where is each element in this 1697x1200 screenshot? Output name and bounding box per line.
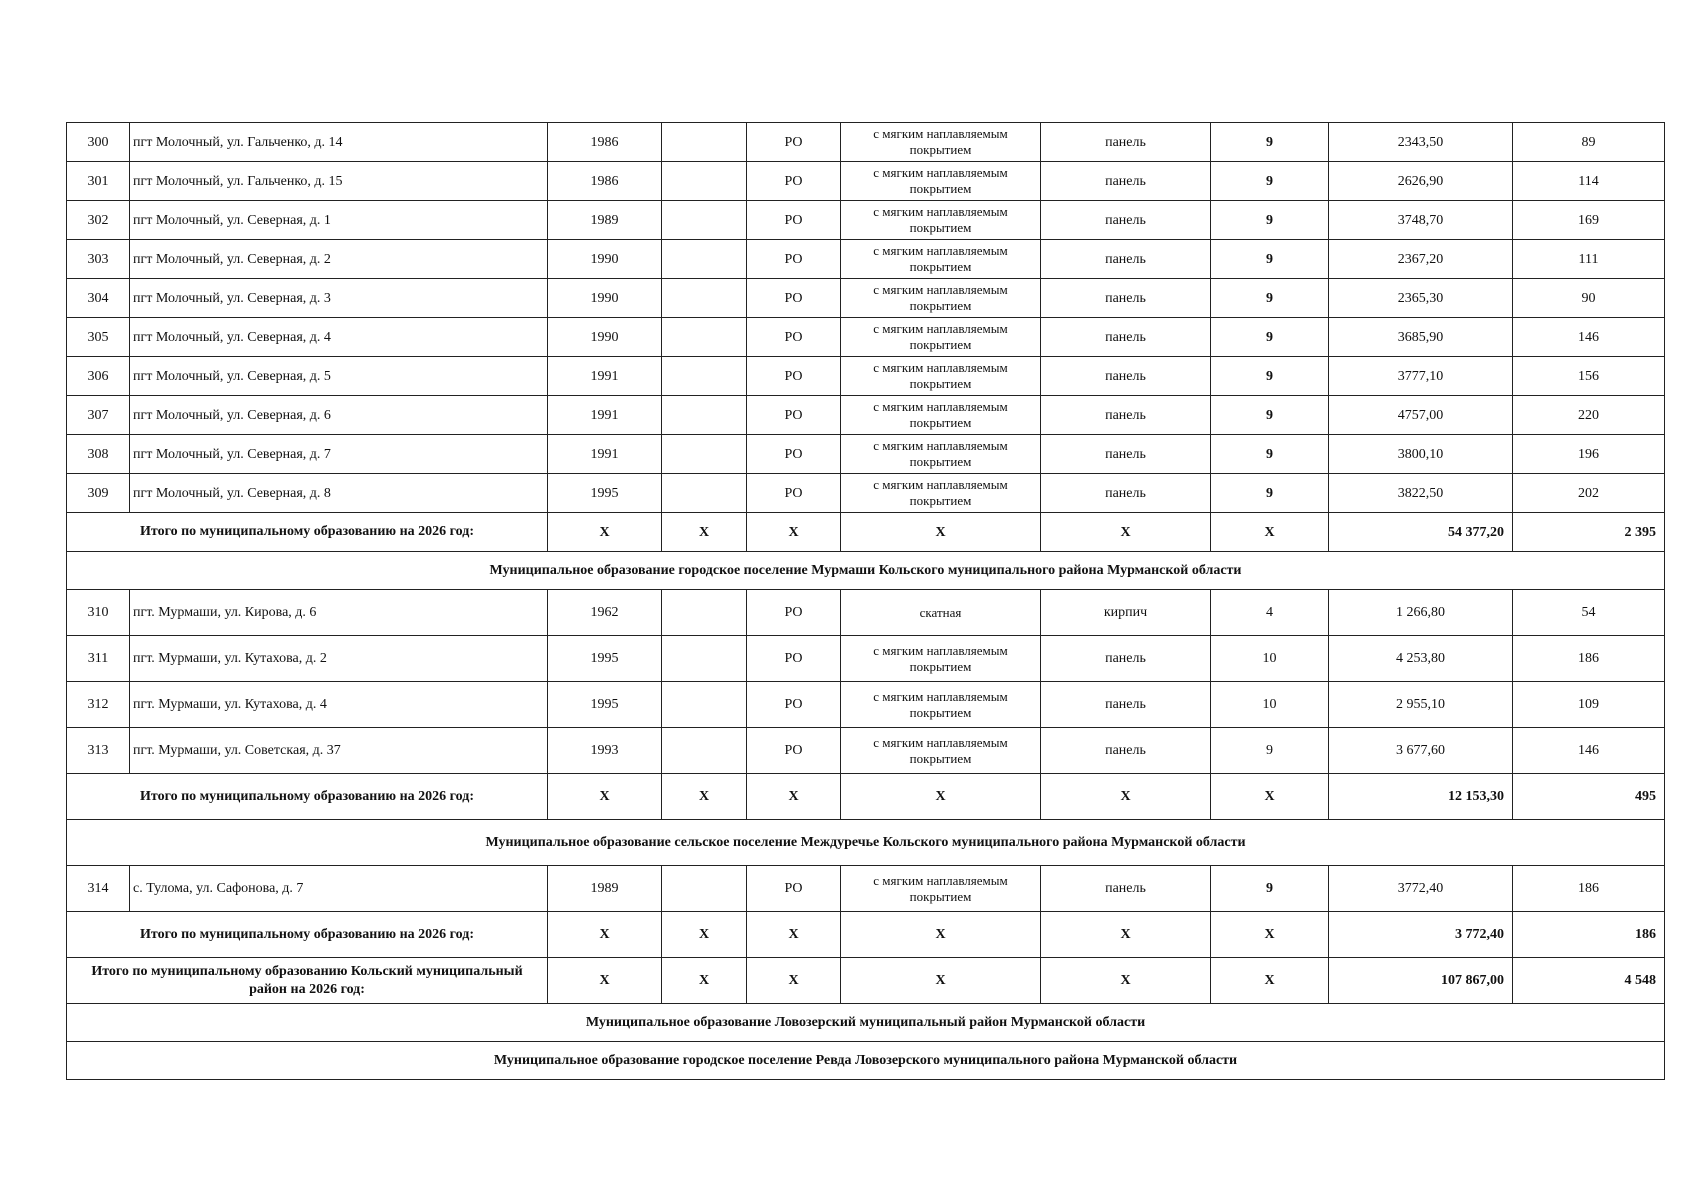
- x-cell: X: [1211, 774, 1329, 820]
- section-header-row: [67, 552, 1665, 590]
- type-cell: РО: [747, 318, 841, 357]
- residents-cell: 156: [1513, 357, 1665, 396]
- row-number: 305: [67, 318, 130, 357]
- section-header-row: [67, 1042, 1665, 1080]
- table-row: [67, 636, 1665, 682]
- floors-cell: 9: [1211, 240, 1329, 279]
- section-title: Муниципальное образование Ловозерский муниципальный район Мурманской области: [67, 1004, 1665, 1042]
- build-year-cell: 1990: [548, 279, 662, 318]
- type-cell: РО: [747, 123, 841, 162]
- wall-material-cell: панель: [1041, 162, 1211, 201]
- address-cell: пгт Молочный, ул. Северная, д. 2: [130, 240, 548, 279]
- total-area-cell: 54 377,20: [1329, 513, 1513, 552]
- extra-cell: [662, 162, 747, 201]
- address-cell: пгт Молочный, ул. Гальченко, д. 14: [130, 123, 548, 162]
- floors-cell: 4: [1211, 590, 1329, 636]
- residents-cell: 169: [1513, 201, 1665, 240]
- wall-material-cell: панель: [1041, 396, 1211, 435]
- x-cell: X: [747, 912, 841, 958]
- floors-cell: 10: [1211, 636, 1329, 682]
- row-number: 314: [67, 866, 130, 912]
- section-header-row: [67, 820, 1665, 866]
- roof-cell: с мягким наплавляемым покрытием: [841, 728, 1041, 774]
- table-body: [67, 123, 1665, 1080]
- extra-cell: [662, 318, 747, 357]
- extra-cell: [662, 357, 747, 396]
- type-cell: РО: [747, 357, 841, 396]
- wall-material-cell: панель: [1041, 474, 1211, 513]
- residents-cell: 89: [1513, 123, 1665, 162]
- table-row: [67, 201, 1665, 240]
- area-cell: 3772,40: [1329, 866, 1513, 912]
- residents-cell: 202: [1513, 474, 1665, 513]
- floors-cell: 9: [1211, 357, 1329, 396]
- x-cell: X: [841, 958, 1041, 1004]
- floors-cell: 9: [1211, 866, 1329, 912]
- residents-cell: 114: [1513, 162, 1665, 201]
- total-label: Итого по муниципальному образованию на 2026 год:: [67, 912, 548, 958]
- build-year-cell: 1991: [548, 435, 662, 474]
- address-cell: пгт. Мурмаши, ул. Кирова, д. 6: [130, 590, 548, 636]
- type-cell: РО: [747, 866, 841, 912]
- wall-material-cell: панель: [1041, 682, 1211, 728]
- build-year-cell: 1989: [548, 201, 662, 240]
- floors-cell: 9: [1211, 279, 1329, 318]
- address-cell: пгт Молочный, ул. Северная, д. 5: [130, 357, 548, 396]
- type-cell: РО: [747, 162, 841, 201]
- address-cell: пгт Молочный, ул. Северная, д. 3: [130, 279, 548, 318]
- total-area-cell: 12 153,30: [1329, 774, 1513, 820]
- type-cell: РО: [747, 396, 841, 435]
- roof-cell: с мягким наплавляемым покрытием: [841, 318, 1041, 357]
- row-number: 311: [67, 636, 130, 682]
- area-cell: 3822,50: [1329, 474, 1513, 513]
- area-cell: 3685,90: [1329, 318, 1513, 357]
- row-number: 303: [67, 240, 130, 279]
- row-number: 310: [67, 590, 130, 636]
- x-cell: X: [1211, 513, 1329, 552]
- table-row: [67, 279, 1665, 318]
- section-title: Муниципальное образование городское поселение Мурмаши Кольского муниципального района Мурманской области: [67, 552, 1665, 590]
- table-row: [67, 474, 1665, 513]
- extra-cell: [662, 682, 747, 728]
- floors-cell: 9: [1211, 201, 1329, 240]
- roof-cell: с мягким наплавляемым покрытием: [841, 279, 1041, 318]
- section-title: Муниципальное образование городское поселение Ревда Ловозерского муниципального района Мурманской области: [67, 1042, 1665, 1080]
- extra-cell: [662, 866, 747, 912]
- build-year-cell: 1990: [548, 318, 662, 357]
- table-row: [67, 728, 1665, 774]
- row-number: 302: [67, 201, 130, 240]
- total-residents-cell: 495: [1513, 774, 1665, 820]
- row-number: 304: [67, 279, 130, 318]
- build-year-cell: 1986: [548, 162, 662, 201]
- address-cell: пгт Молочный, ул. Гальченко, д. 15: [130, 162, 548, 201]
- extra-cell: [662, 240, 747, 279]
- roof-cell: с мягким наплавляемым покрытием: [841, 396, 1041, 435]
- total-row: [67, 912, 1665, 958]
- wall-material-cell: панель: [1041, 728, 1211, 774]
- build-year-cell: 1990: [548, 240, 662, 279]
- residents-cell: 186: [1513, 636, 1665, 682]
- address-cell: пгт Молочный, ул. Северная, д. 1: [130, 201, 548, 240]
- area-cell: 3748,70: [1329, 201, 1513, 240]
- wall-material-cell: панель: [1041, 435, 1211, 474]
- floors-cell: 9: [1211, 474, 1329, 513]
- x-cell: X: [548, 912, 662, 958]
- residents-cell: 146: [1513, 728, 1665, 774]
- floors-cell: 9: [1211, 162, 1329, 201]
- type-cell: РО: [747, 240, 841, 279]
- total-row: [67, 774, 1665, 820]
- roof-cell: с мягким наплавляемым покрытием: [841, 201, 1041, 240]
- row-number: 306: [67, 357, 130, 396]
- build-year-cell: 1991: [548, 357, 662, 396]
- residents-cell: 54: [1513, 590, 1665, 636]
- floors-cell: 9: [1211, 435, 1329, 474]
- x-cell: X: [548, 513, 662, 552]
- roof-cell: с мягким наплавляемым покрытием: [841, 474, 1041, 513]
- area-cell: 2343,50: [1329, 123, 1513, 162]
- extra-cell: [662, 590, 747, 636]
- floors-cell: 9: [1211, 318, 1329, 357]
- row-number: 308: [67, 435, 130, 474]
- build-year-cell: 1993: [548, 728, 662, 774]
- wall-material-cell: панель: [1041, 123, 1211, 162]
- type-cell: РО: [747, 435, 841, 474]
- wall-material-cell: кирпич: [1041, 590, 1211, 636]
- table-row: [67, 396, 1665, 435]
- roof-cell: с мягким наплавляемым покрытием: [841, 357, 1041, 396]
- row-number: 309: [67, 474, 130, 513]
- build-year-cell: 1986: [548, 123, 662, 162]
- table-row: [67, 162, 1665, 201]
- extra-cell: [662, 435, 747, 474]
- type-cell: РО: [747, 201, 841, 240]
- build-year-cell: 1995: [548, 474, 662, 513]
- roof-cell: с мягким наплавляемым покрытием: [841, 162, 1041, 201]
- address-cell: пгт Молочный, ул. Северная, д. 8: [130, 474, 548, 513]
- build-year-cell: 1995: [548, 636, 662, 682]
- row-number: 313: [67, 728, 130, 774]
- row-number: 312: [67, 682, 130, 728]
- area-cell: 3777,10: [1329, 357, 1513, 396]
- address-cell: пгт. Мурмаши, ул. Кутахова, д. 4: [130, 682, 548, 728]
- roof-cell: с мягким наплавляемым покрытием: [841, 435, 1041, 474]
- x-cell: X: [1041, 774, 1211, 820]
- x-cell: X: [1041, 912, 1211, 958]
- area-cell: 2626,90: [1329, 162, 1513, 201]
- row-number: 301: [67, 162, 130, 201]
- extra-cell: [662, 728, 747, 774]
- table-row: [67, 240, 1665, 279]
- wall-material-cell: панель: [1041, 866, 1211, 912]
- roof-cell: с мягким наплавляемым покрытием: [841, 240, 1041, 279]
- address-cell: пгт Молочный, ул. Северная, д. 6: [130, 396, 548, 435]
- x-cell: X: [747, 774, 841, 820]
- address-cell: пгт Молочный, ул. Северная, д. 4: [130, 318, 548, 357]
- floors-cell: 9: [1211, 728, 1329, 774]
- type-cell: РО: [747, 728, 841, 774]
- extra-cell: [662, 396, 747, 435]
- wall-material-cell: панель: [1041, 318, 1211, 357]
- build-year-cell: 1991: [548, 396, 662, 435]
- total-residents-cell: 2 395: [1513, 513, 1665, 552]
- residents-cell: 196: [1513, 435, 1665, 474]
- build-year-cell: 1989: [548, 866, 662, 912]
- table-row: [67, 435, 1665, 474]
- wall-material-cell: панель: [1041, 201, 1211, 240]
- x-cell: X: [548, 958, 662, 1004]
- total-label: Итого по муниципальному образованию на 2026 год:: [67, 513, 548, 552]
- total-label: Итого по муниципальному образованию Кольский муниципальный район на 2026 год:: [67, 958, 548, 1004]
- table-row: [67, 357, 1665, 396]
- table-row: [67, 590, 1665, 636]
- wall-material-cell: панель: [1041, 357, 1211, 396]
- x-cell: X: [841, 912, 1041, 958]
- x-cell: X: [1211, 958, 1329, 1004]
- type-cell: РО: [747, 474, 841, 513]
- extra-cell: [662, 474, 747, 513]
- housing-register-table: [66, 122, 1665, 1080]
- build-year-cell: 1962: [548, 590, 662, 636]
- type-cell: РО: [747, 590, 841, 636]
- wall-material-cell: панель: [1041, 240, 1211, 279]
- total-area-cell: 107 867,00: [1329, 958, 1513, 1004]
- address-cell: с. Тулома, ул. Сафонова, д. 7: [130, 866, 548, 912]
- residents-cell: 109: [1513, 682, 1665, 728]
- residents-cell: 146: [1513, 318, 1665, 357]
- type-cell: РО: [747, 636, 841, 682]
- area-cell: 4757,00: [1329, 396, 1513, 435]
- row-number: 307: [67, 396, 130, 435]
- area-cell: 2 955,10: [1329, 682, 1513, 728]
- roof-cell: с мягким наплавляемым покрытием: [841, 866, 1041, 912]
- x-cell: X: [1041, 958, 1211, 1004]
- x-cell: X: [548, 774, 662, 820]
- extra-cell: [662, 636, 747, 682]
- extra-cell: [662, 123, 747, 162]
- x-cell: X: [747, 958, 841, 1004]
- floors-cell: 10: [1211, 682, 1329, 728]
- floors-cell: 9: [1211, 123, 1329, 162]
- area-cell: 2365,30: [1329, 279, 1513, 318]
- section-title: Муниципальное образование сельское поселение Междуречье Кольского муниципального района Мурманской области: [67, 820, 1665, 866]
- x-cell: X: [747, 513, 841, 552]
- area-cell: 4 253,80: [1329, 636, 1513, 682]
- table-row: [67, 123, 1665, 162]
- residents-cell: 111: [1513, 240, 1665, 279]
- total-area-cell: 3 772,40: [1329, 912, 1513, 958]
- total-label: Итого по муниципальному образованию на 2026 год:: [67, 774, 548, 820]
- area-cell: 3800,10: [1329, 435, 1513, 474]
- x-cell: X: [1211, 912, 1329, 958]
- address-cell: пгт. Мурмаши, ул. Кутахова, д. 2: [130, 636, 548, 682]
- total-row: [67, 958, 1665, 1004]
- table-row: [67, 682, 1665, 728]
- area-cell: 3 677,60: [1329, 728, 1513, 774]
- type-cell: РО: [747, 682, 841, 728]
- row-number: 300: [67, 123, 130, 162]
- area-cell: 2367,20: [1329, 240, 1513, 279]
- total-row: [67, 513, 1665, 552]
- table-row: [67, 318, 1665, 357]
- roof-cell: с мягким наплавляемым покрытием: [841, 123, 1041, 162]
- extra-cell: [662, 279, 747, 318]
- x-cell: X: [841, 513, 1041, 552]
- total-residents-cell: 4 548: [1513, 958, 1665, 1004]
- wall-material-cell: панель: [1041, 636, 1211, 682]
- table-row: [67, 866, 1665, 912]
- extra-cell: [662, 201, 747, 240]
- roof-cell: с мягким наплавляемым покрытием: [841, 682, 1041, 728]
- x-cell: X: [662, 912, 747, 958]
- residents-cell: 90: [1513, 279, 1665, 318]
- x-cell: X: [662, 774, 747, 820]
- residents-cell: 220: [1513, 396, 1665, 435]
- x-cell: X: [1041, 513, 1211, 552]
- address-cell: пгт. Мурмаши, ул. Советская, д. 37: [130, 728, 548, 774]
- wall-material-cell: панель: [1041, 279, 1211, 318]
- x-cell: X: [662, 513, 747, 552]
- x-cell: X: [662, 958, 747, 1004]
- roof-cell: с мягким наплавляемым покрытием: [841, 636, 1041, 682]
- build-year-cell: 1995: [548, 682, 662, 728]
- area-cell: 1 266,80: [1329, 590, 1513, 636]
- address-cell: пгт Молочный, ул. Северная, д. 7: [130, 435, 548, 474]
- section-header-row: [67, 1004, 1665, 1042]
- total-residents-cell: 186: [1513, 912, 1665, 958]
- type-cell: РО: [747, 279, 841, 318]
- residents-cell: 186: [1513, 866, 1665, 912]
- x-cell: X: [841, 774, 1041, 820]
- roof-cell: скатная: [841, 590, 1041, 636]
- floors-cell: 9: [1211, 396, 1329, 435]
